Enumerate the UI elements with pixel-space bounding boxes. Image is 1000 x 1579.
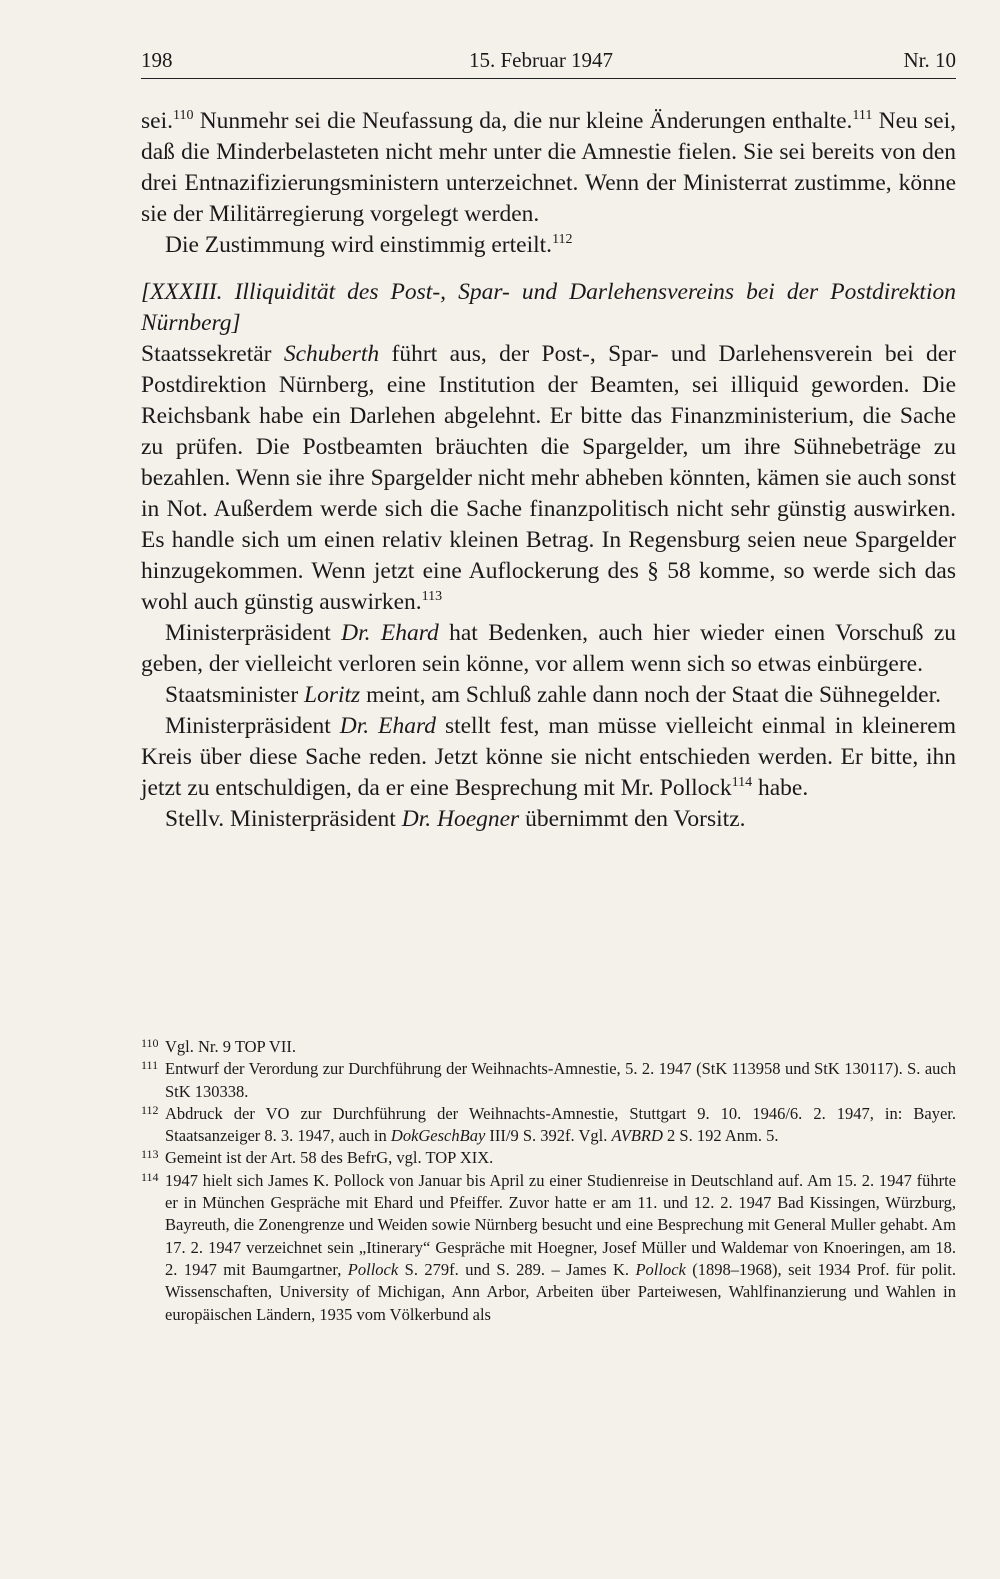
text-run: Staatssekretär <box>141 341 284 367</box>
text-run: hat Bedenken, auch hier wieder einen Vorschuß zu geben, der vielleicht verloren sein könne, vor allem wenn sich so etwas einbürgere. <box>141 620 956 677</box>
running-header <box>141 44 956 79</box>
speaker-name: Dr. Ehard <box>339 713 436 739</box>
paragraph <box>141 711 956 804</box>
paragraph <box>141 230 956 261</box>
footnote-ref[interactable]: 114 <box>731 775 753 790</box>
text-run: Ministerpräsident <box>165 620 342 646</box>
text-run: sei. <box>141 108 173 134</box>
paragraph <box>141 106 956 230</box>
footnote-text: Gemeint ist der Art. 58 des BefrG, vgl. TOP XIX. <box>165 1148 494 1168</box>
text-run: Stellv. Ministerpräsident <box>165 806 402 832</box>
citation-title: Pollock <box>635 1259 686 1279</box>
header-date: 15. Februar 1947 <box>469 48 614 72</box>
main-text <box>141 106 956 835</box>
paragraph <box>141 339 956 618</box>
footnote-text: (1898–1968), seit 1934 Prof. für polit. Wissenschaften, University of Michigan, Ann Arbor, Arbeiten über Parteiwesen, Wahlfinanzierung und Wahlen in europäischen Ländern, 1935 vom Völkerbund als <box>165 1259 956 1324</box>
footnote-text: S. 279f. und S. 289. – James K. <box>398 1259 636 1279</box>
footnote: 110 Vgl. Nr. 9 TOP VII. <box>141 1036 296 1056</box>
section-heading: [XXXIII. Illiquidität des Post-, Spar- und Darlehensvereins bei der Postdirektion Nürnberg] <box>141 279 956 336</box>
footnote: 112 Abdruck der VO zur Durchführung der Weihnachts-Amnestie, Stuttgart 9. 10. 1946/6. 2. 1947, in: Bayer. Staatsanzeiger 8. 3. 1947, auch in DokGeschBay III/9 S. 392f. Vgl. AVBRD 2 S. 192 Anm. 5. <box>141 1102 956 1146</box>
citation-title: AVBRD <box>611 1126 663 1146</box>
citation-title: Pollock <box>347 1259 399 1279</box>
footnote-text: Entwurf der Verordung zur Durchführung der Weihnachts-Amnestie, 5. 2. 1947 (StK 113958 und StK 130117). S. auch StK 130338. <box>165 1059 956 1101</box>
text-run: führt aus, der Post-, Spar- und Darlehensverein bei der Postdirektion Nürnberg, eine Institution der Beamten, sei illiquid geworden. Die Reichsbank habe ein Darlehen abgelehnt. Er bitte das Finanzministerium, die Sache zu prüfen. Die Postbeamten bräuchten die Spargelder, um ihre Sühnebeträge zu bezahlen. Wenn sie ihre Spargelder nicht mehr abheben könnten, kämen sie auch sonst in Not. Außerdem werde sich die Sache finanzpolitisch nicht sehr günstig auswirken. Es handle sich um einen relativ kleinen Betrag. In Regensburg seien neue Spargelder hinzugekommen. Wenn jetzt eine Auflockerung des § 58 komme, so werde sich das wohl auch günstig auswirken. <box>141 341 956 615</box>
footnote: 113 Gemeint ist der Art. 58 des BefrG, vgl. TOP XIX. <box>141 1147 494 1168</box>
footnotes <box>141 1036 956 1326</box>
text-run: stellt fest, man müsse vielleicht einmal in kleinerem Kreis über diese Sache reden. Jetzt könne sie nicht entschieden werden. Er bitte, ihn jetzt zu entschuldigen, da er eine Besprechung mit Mr. Pollock <box>141 713 957 801</box>
footnote-ref[interactable]: 112 <box>552 232 573 247</box>
footnote-text: 2 S. 192 Anm. 5. <box>662 1126 779 1146</box>
text-run: Die Zustimmung wird einstimmig erteilt. <box>165 232 553 258</box>
text-run: übernimmt den Vorsitz. <box>519 806 746 832</box>
text-run: Neu sei, daß die Minderbelasteten nicht mehr unter die Amnestie fielen. Sie sei bereits von den drei Entnazifizierungsministern unterzeichnet. Wenn der Ministerrat zustimme, könne sie der Militärregierung vorgelegt werden. <box>141 108 956 227</box>
speaker-name: Schuberth <box>283 341 380 367</box>
footnote: 111 Entwurf der Verordung zur Durchführung der Weihnachts-Amnestie, 5. 2. 1947 (StK 113958 und StK 130117). S. auch StK 130338. <box>141 1058 956 1101</box>
footnote-ref[interactable]: 113 <box>421 589 443 604</box>
footnote-text: III/9 S. 392f. Vgl. <box>485 1126 612 1146</box>
page-number: 198 <box>141 48 173 72</box>
footnote-text: 1947 hielt sich James K. Pollock von Januar bis April zu einer Studienreise in Deutschland auf. Am 15. 2. 1947 führte er in München Gespräche mit Ehard und Pfeiffer. Zuvor hatte er am 11. und 12. 2. 1947 Bad Kissingen, Würzburg, Bayreuth, die Zonengrenze und Weiden sowie Nürnberg besucht und eine Besprechung mit General Muller gehabt. Am 17. 2. 1947 verzeichnet sein „Itinerary“ Gespräche mit Hoegner, Josef Müller und Waldemar von Knoeringen, am 18. 2. 1947 mit Baumgartner, <box>165 1170 956 1279</box>
paragraph <box>141 804 956 835</box>
footnote-ref[interactable]: 111 <box>852 108 873 123</box>
paragraph <box>141 618 956 680</box>
footnote-ref[interactable]: 110 <box>172 108 194 123</box>
footnote-text: Abdruck der VO zur Durchführung der Weihnachts-Amnestie, Stuttgart 9. 10. 1946/6. 2. 1947, in: Bayer. Staatsanzeiger 8. 3. 1947, auch in <box>165 1103 956 1146</box>
text-run: Nunmehr sei die Neufassung da, die nur kleine Änderungen enthalte. <box>193 108 853 134</box>
text-run: Ministerpräsident <box>165 713 340 739</box>
speaker-name: Dr. Ehard <box>341 620 439 646</box>
speaker-name: Dr. Hoegner <box>401 806 520 832</box>
header-issue-number: Nr. 10 <box>903 48 956 72</box>
speaker-name: Loritz <box>304 682 361 708</box>
text-run: Staatsminister <box>165 682 305 708</box>
citation-title: DokGeschBay <box>390 1126 486 1146</box>
text-run: meint, am Schluß zahle dann noch der Staat die Sühnegelder. <box>360 682 942 708</box>
footnote-text: Vgl. Nr. 9 TOP VII. <box>165 1037 296 1056</box>
paragraph <box>141 680 956 711</box>
footnote: 114 1947 hielt sich James K. Pollock von Januar bis April zu einer Studienreise in Deutschland auf. Am 15. 2. 1947 führte er in München Gespräche mit Ehard und Pfeiffer. Zuvor hatte er am 11. und 12. 2. 1947 Bad Kissingen, Würzburg, Bayreuth, die Zonengrenze und Weiden sowie Nürnberg besucht und eine Besprechung mit General Muller gehabt. Am 17. 2. 1947 verzeichnet sein „Itinerary“ Gespräche mit Hoegner, Josef Müller und Waldemar von Knoeringen, am 18. 2. 1947 mit Baumgartner, Pollock S. 279f. und S. 289. – James K. Pollock (1898–1968), seit 1934 Prof. für polit. Wissenschaften, University of Michigan, Ann Arbor, Arbeiten über Parteiwesen, Wahlfinanzierung und Wahlen in europäischen Ländern, 1935 vom Völkerbund als <box>141 1169 956 1324</box>
text-run: habe. <box>752 775 809 801</box>
